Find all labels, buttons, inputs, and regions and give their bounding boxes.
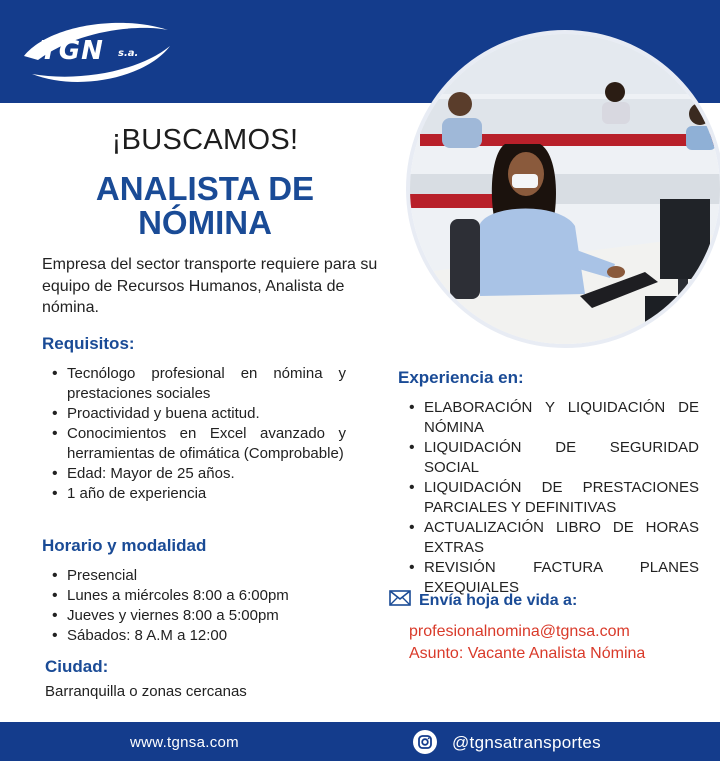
list-item: • REVISIÓN FACTURA PLANES EXEQUIALES xyxy=(407,558,699,598)
list-item: • Sábados: 8 A.M a 12:00 xyxy=(50,626,350,646)
list-item: • Lunes a miércoles 8:00 a 6:00pm xyxy=(50,586,350,606)
list-item: • Edad: Mayor de 25 años. xyxy=(50,464,346,484)
contact-subject: Asunto: Vacante Analista Nómina xyxy=(409,645,646,662)
list-item: • ACTUALIZACIÓN LIBRO DE HORAS EXTRAS xyxy=(407,518,699,558)
website-link[interactable]: www.tgnsa.com xyxy=(130,734,239,751)
list-item: • Conocimientos en Excel avanzado y herramientas de ofimática (Comprobable) xyxy=(50,424,346,464)
logo-suffix: s.a. xyxy=(118,48,139,59)
list-item: • LIQUIDACIÓN DE PRESTACIONES PARCIALES Y DEFINITIVAS xyxy=(407,478,699,518)
requisitos-list xyxy=(50,364,346,504)
experiencia-list xyxy=(407,398,699,598)
envia-label: Envía hoja de vida a: xyxy=(419,591,578,609)
logo-text: TGN xyxy=(40,36,104,66)
ciudad-title: Ciudad: xyxy=(45,657,109,676)
list-item: • Proactividad y buena actitud. xyxy=(50,404,346,424)
job-title-line-1: ANALISTA DE xyxy=(95,170,315,207)
list-item: • LIQUIDACIÓN DE SEGURIDAD SOCIAL xyxy=(407,438,699,478)
list-item: • ELABORACIÓN Y LIQUIDACIÓN DE NÓMINA xyxy=(407,398,699,438)
envelope-icon xyxy=(389,590,411,611)
envia-row xyxy=(389,590,577,611)
horario-list xyxy=(50,566,350,646)
footer-bar xyxy=(0,722,720,761)
horario-title: Horario y modalidad xyxy=(42,536,207,555)
company-logo xyxy=(18,16,178,88)
instagram-handle[interactable]: @tgnsatransportes xyxy=(452,733,601,752)
job-title-line-2: NÓMINA xyxy=(138,204,272,241)
intro-paragraph: Empresa del sector transporte requiere para su equipo de Recursos Humanos, Analista de nómina. xyxy=(42,256,378,316)
ciudad-value: Barranquilla o zonas cercanas xyxy=(45,683,247,700)
office-photo xyxy=(406,30,720,348)
list-item: • Tecnólogo profesional en nómina y prestaciones sociales xyxy=(50,364,346,404)
list-item: • 1 año de experiencia xyxy=(50,484,346,504)
requisitos-title: Requisitos: xyxy=(42,334,135,353)
list-item: • Presencial xyxy=(50,566,350,586)
experiencia-title: Experiencia en: xyxy=(398,368,524,387)
list-item: • Jueves y viernes 8:00 a 5:00pm xyxy=(50,606,350,626)
headline-buscamos: ¡BUSCAMOS! xyxy=(111,124,299,156)
instagram-icon[interactable] xyxy=(413,730,437,754)
contact-email-link[interactable]: profesionalnomina@tgnsa.com xyxy=(409,623,630,640)
job-title xyxy=(0,172,410,240)
